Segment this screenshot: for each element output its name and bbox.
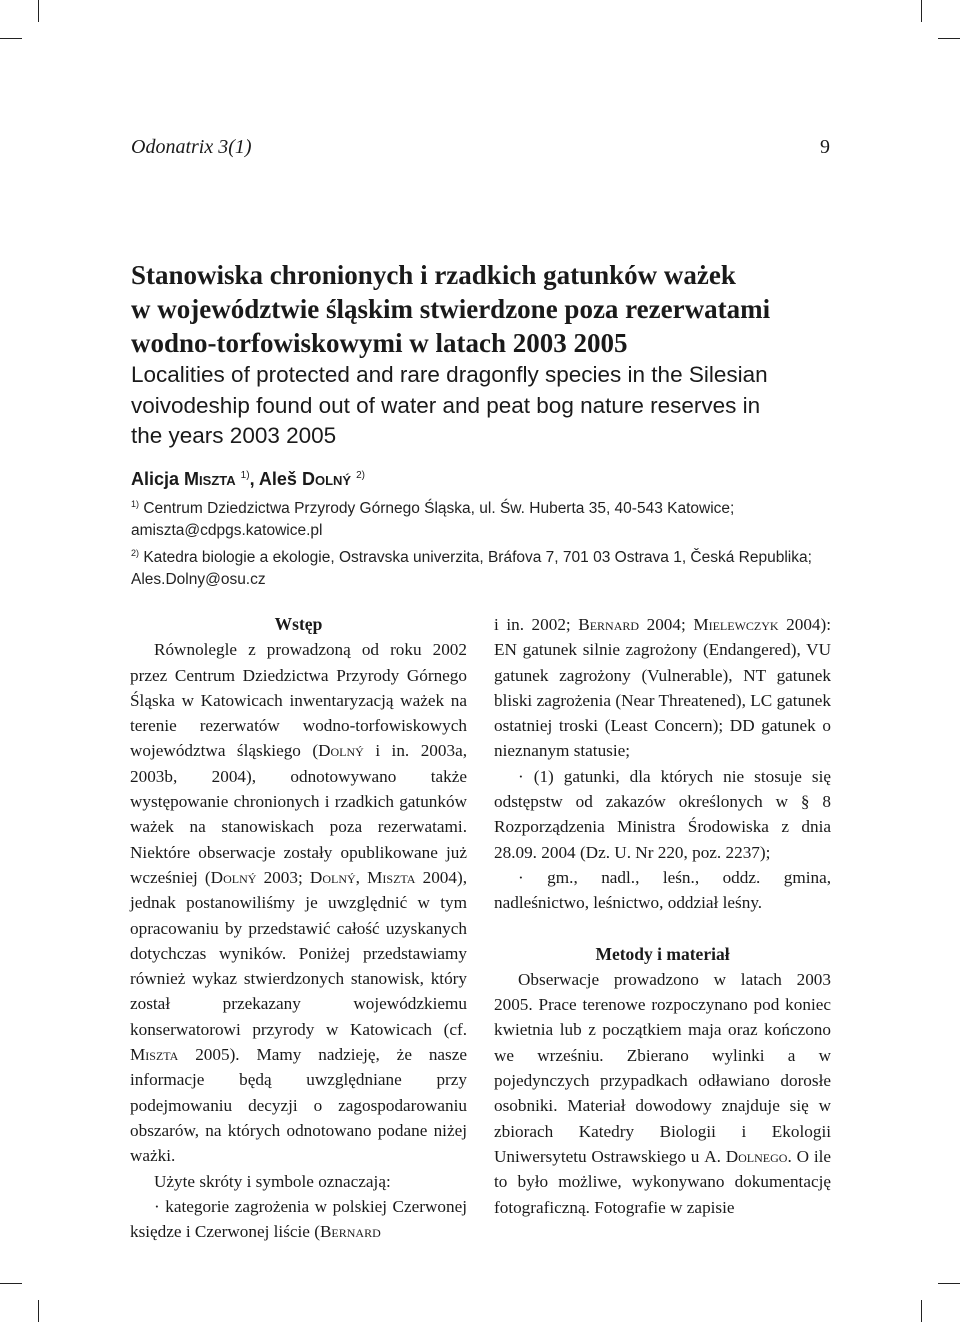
affiliations xyxy=(131,493,831,591)
crop-mark xyxy=(938,38,960,39)
list-item: · (1) gatunki, dla których nie stosuje się odstępstw od zakazów określonych w § 8 Rozporządzenia Ministra Środowiska z dnia 28.09. 2004 (Dz. U. Nr 220, poz. 2237); xyxy=(494,766,831,862)
author-surname: Miszta xyxy=(184,468,236,489)
paragraph: i in. 2002; Bernard 2004; Mielewczyk 2004): EN gatunek silnie zagrożony (Endangered), VU gatunek zagrożony (Vulnerable), NT gatunek bliski zagrożenia (Near Threatened), LC gatunek ostatniej troski (Least Concern); DD gatunek o nieznanym statusie; xyxy=(494,615,832,761)
citation: Dolný, Miszta xyxy=(309,867,416,887)
paragraph: Obserwacje prowadzono w latach 2003 2005. Prace terenowe rozpoczynano pod koniec kwietnia lub z początkiem maja oraz kończono we wrześniu. Zbierano wylinki a w pojedynczych przypadkach odławiano dorosłe osobniki. Materiał dowodowy znajduje się w zbiorach Katedry Biologii i Ekologii Uniwersytetu Ostrawskiego u A. Dolnego. O ile to było możliwe, wykonywano dokumentację fotograficzną. Fotografie w zapisie xyxy=(494,969,832,1217)
crop-mark xyxy=(38,0,39,22)
crop-mark xyxy=(921,0,922,22)
crop-mark xyxy=(0,38,22,39)
crop-mark xyxy=(0,1283,22,1284)
citation: Miszta xyxy=(130,1045,179,1065)
citation: Mielewczyk xyxy=(693,615,779,634)
title-english: Localities of protected and rare dragonfly species in the Silesian voivodeship found out of water and peat bog nature reserves in the years 2003 2005 xyxy=(131,362,768,448)
list-item: · kategorie zagrożenia w polskiej Czerwonej księdze i Czerwonej liście (Bernard xyxy=(130,1196,467,1242)
affiliation-1-email: amiszta@cdpgs.katowice.pl xyxy=(131,521,323,539)
page-number: 9 xyxy=(820,136,830,158)
citation: Bernard xyxy=(319,1222,381,1242)
title-polish: Stanowiska chronionych i rzadkich gatunków ważek w województwie śląskim stwierdzone poza rezerwatami wodno-torfowiskowymi w latach 2003 2005 xyxy=(131,260,771,358)
right-column xyxy=(494,612,831,1220)
author-list: Alicja Miszta $^{1)}$, Aleš Dolný $^{2)}$ xyxy=(131,468,365,489)
affiliation-1: $^{1)}$ Centrum Dziedzictwa Przyrody Górnego Śląska, ul. Św. Huberta 35, 40-543 Katowice; xyxy=(131,498,735,517)
crop-mark xyxy=(938,1283,960,1284)
list-item: · gm., nadl., leśn., oddz. gmina, nadleśnictwo, leśnictwo, oddział leśny. xyxy=(494,867,831,913)
journal-name: Odonatrix 3(1) xyxy=(131,136,252,158)
paragraph: Użyte skróty i symbole oznaczają: xyxy=(154,1171,391,1191)
affiliation-2: $^{2)}$ Katedra biologie a ekologie, Ostravska univerzita, Bráfova 7, 701 03 Ostrava 1, Česká Republika; xyxy=(131,547,812,566)
citation: A. Dolnego xyxy=(704,1146,788,1166)
section-heading-methods: Metody i materiał xyxy=(595,943,730,964)
citation: Dolný xyxy=(318,741,364,761)
affiliation-2-email: Ales.Dolny@osu.cz xyxy=(131,570,266,588)
citation: Dolný xyxy=(210,867,257,887)
section-heading-introduction: Wstęp xyxy=(274,614,323,634)
left-column xyxy=(130,612,467,1244)
crop-mark xyxy=(38,1300,39,1322)
crop-mark xyxy=(921,1300,922,1322)
article-header xyxy=(131,258,831,591)
paragraph: Równolegle z prowadzoną od roku 2002 przez Centrum Dziedzictwa Przyrody Górnego Śląska w Katowicach inwentaryzacją ważek na terenie rezerwatów wodno-torfowiskowych województwa śląskiego (Dolný i in. 2003a, 2003b, 2004), odnotowywano także występowanie chronionych i rzadkich gatunków ważek na stanowiskach poza rezerwatami. Niektóre obserwacje zostały opublikowane już wcześniej (Dolný 2003; Dolný, Miszta 2004), jednak postanowiliśmy je uwzględnić w tym opracowaniu by przedstawić całość uzyskanych dotychczas wyników. Poniżej przedstawiamy również wykaz stwierdzonych stanowisk, który został przekazany wojewódzkiemu konserwatorowi przyrody w Katowicach (cf. Miszta 2005). Mamy nadzieję, że nasze informacje będą uwzględniane przy podejmowaniu decyzji o zagospodarowaniu obszarów, na których odnotowano podane niżej ważki. xyxy=(130,640,468,1166)
citation: Bernard xyxy=(578,615,640,634)
author-surname: Dolný xyxy=(301,468,352,489)
